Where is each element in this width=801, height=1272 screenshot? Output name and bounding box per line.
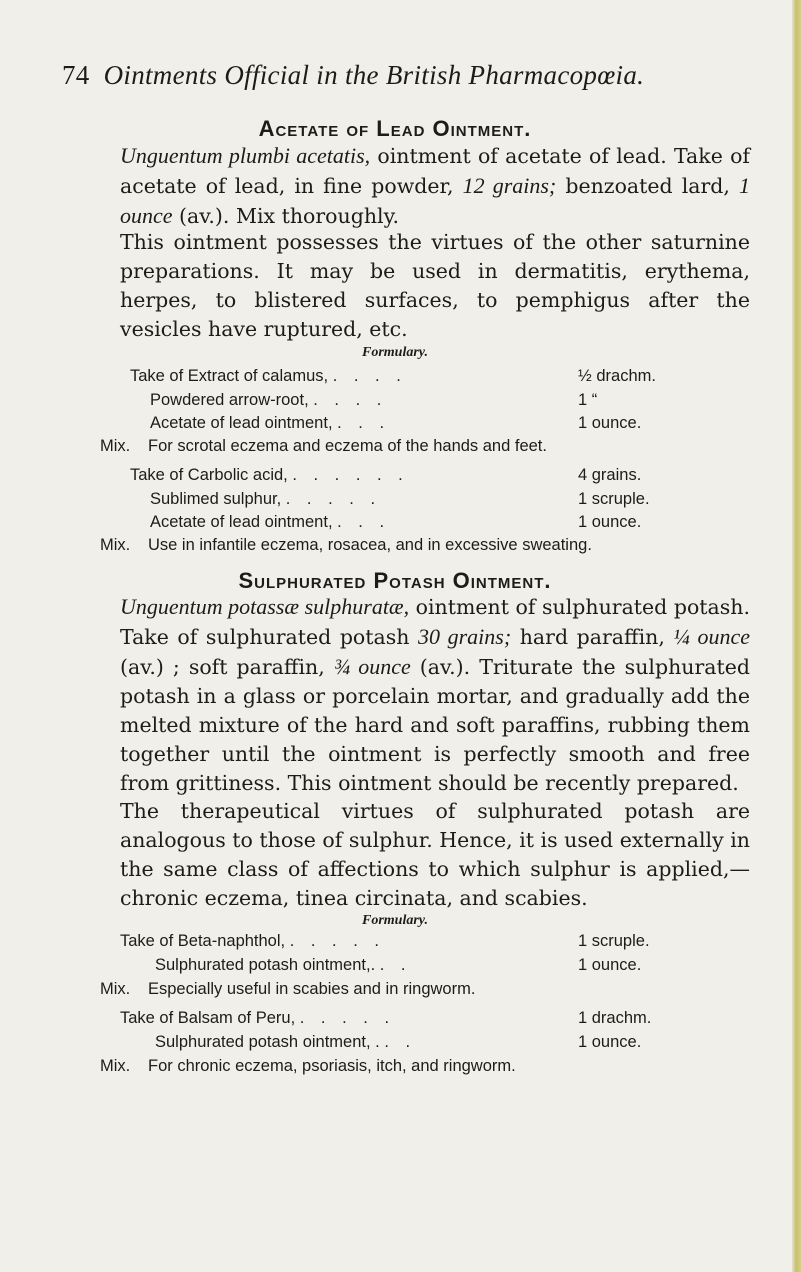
section-heading-acetate: Acetate of Lead Ointment. — [258, 116, 532, 141]
page-edge — [792, 0, 801, 1272]
sulphurated-intro-paragraph: Unguentum potassæ sulphuratæ, ointment of sulphurated potash. Take of sulphurated potash 30 grains; hard paraffin, ¼ ounce (av.) ; soft paraffin, ¾ ounce (av.). Triturate the sulphurated potash in a glass or porcelain mortar, and gradually add the melted mixture of the hard and soft paraffins, rubbing them together until the ointment is perfectly smooth and free from grittiness. This ointment should be recently prepared. — [120, 594, 751, 795]
formula-quantity: 1 ounce. — [578, 414, 642, 432]
formula-ingredient: Sublimed sulphur, . . . . . — [150, 490, 382, 508]
formulary-title: Formulary. — [362, 345, 428, 360]
formula-ingredient: Take of Extract of calamus, . . . . — [130, 367, 407, 385]
formula-quantity: 4 grains. — [578, 466, 642, 484]
formula-ingredient: Take of Carbolic acid, . . . . . . — [130, 466, 409, 484]
formula-ingredient: Powdered arrow-root, . . . . — [150, 391, 388, 409]
sulphurated-virtues-paragraph: The therapeutical virtues of sulphurated potash are analogous to those of sulphur. Hence, it is used externally in the same class of affections to which sulphur is applied,—chronic eczema, tinea circinata, and scabies. — [120, 799, 750, 910]
formula-quantity: ½ drachm. — [578, 367, 656, 385]
formula-mix-note: Mix. For scrotal eczema and eczema of the hands and feet. — [100, 437, 547, 455]
formula-ingredient: Acetate of lead ointment, . . . — [150, 414, 391, 432]
formula-quantity: 1 ounce. — [578, 1033, 642, 1051]
formula-quantity: 1 ounce. — [578, 513, 642, 531]
page-number: 74 — [62, 60, 90, 90]
acetate-intro-paragraph: Unguentum plumbi acetatis, ointment of acetate of lead. Take of acetate of lead, in fine powder, 12 grains; benzoated lard, 1 ounce (av.). Mix thoroughly. — [120, 143, 750, 228]
running-header — [62, 60, 762, 91]
formula-quantity: 1 scruple. — [578, 490, 650, 508]
formula-mix-note: Mix. For chronic eczema, psoriasis, itch, and ringworm. — [100, 1057, 516, 1075]
running-title: Ointments Official in the British Pharmacopœia. — [103, 60, 645, 90]
formula-ingredient: Sulphurated potash ointment,. . . — [155, 956, 412, 974]
formula-mix-note: Mix. Use in infantile eczema, rosacea, and in excessive sweating. — [100, 536, 592, 554]
formula-ingredient: Take of Beta-naphthol, . . . . . — [120, 932, 385, 950]
formula-quantity: 1 “ — [578, 391, 598, 409]
formulary-title: Formulary. — [362, 913, 428, 928]
formula-quantity: 1 scruple. — [578, 932, 650, 950]
formula-ingredient: Take of Balsam of Peru, . . . . . — [120, 1009, 396, 1027]
formula-ingredient: Acetate of lead ointment, . . . — [150, 513, 391, 531]
formula-ingredient: Sulphurated potash ointment, . . . — [155, 1033, 417, 1051]
acetate-virtues-paragraph: This ointment possesses the virtues of the other saturnine preparations. It may be used in dermatitis, erythema, herpes, to blistered surfaces, to pemphigus after the vesicles have ruptured, etc. — [120, 230, 750, 341]
formula-mix-note: Mix. Especially useful in scabies and in ringworm. — [100, 980, 476, 998]
formula-quantity: 1 drachm. — [578, 1009, 652, 1027]
latin-name: Unguentum potassæ sulphuratæ, — [120, 594, 410, 619]
formula-quantity: 1 ounce. — [578, 956, 642, 974]
section-heading-sulphurated: Sulphurated Potash Ointment. — [238, 568, 552, 593]
latin-name: Unguentum plumbi acetatis, — [120, 143, 371, 168]
